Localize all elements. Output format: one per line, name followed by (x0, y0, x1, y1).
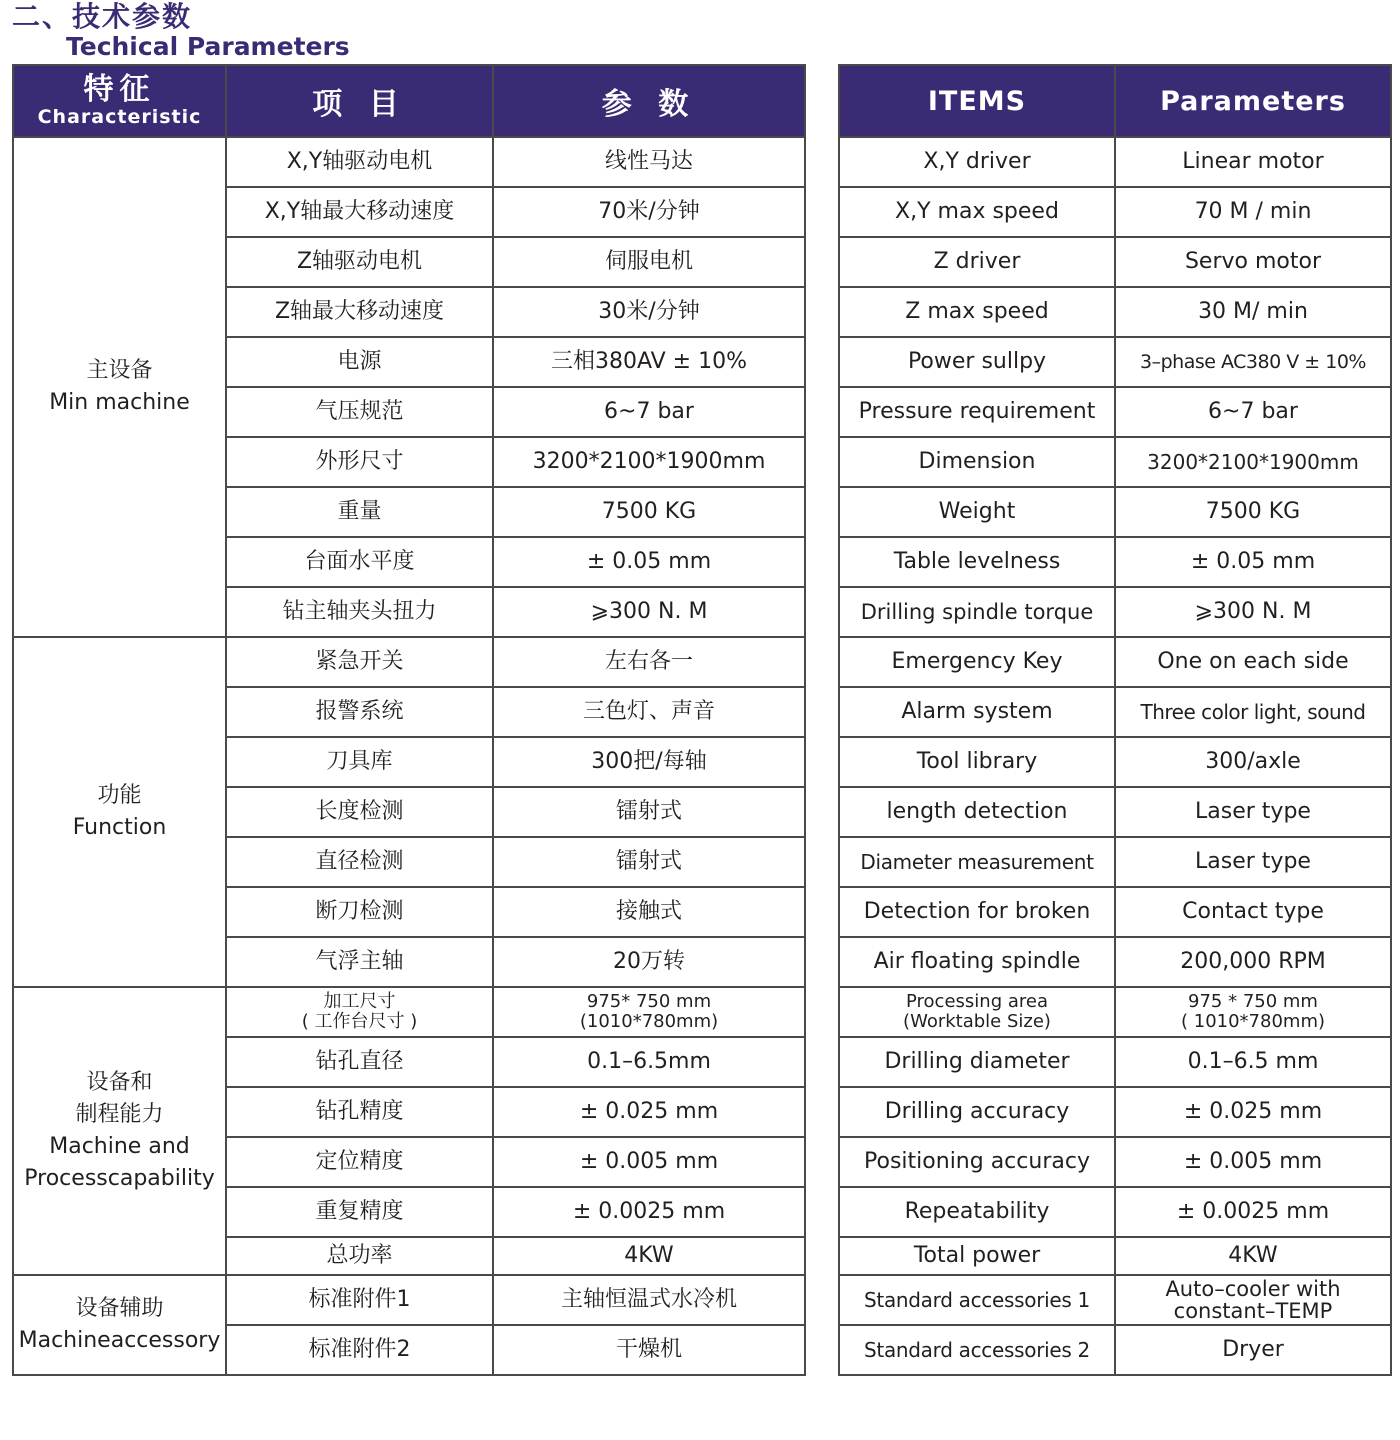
item-cell: Emergency Key (839, 637, 1115, 687)
param-cell: 三相380AV ± 10% (493, 337, 805, 387)
item-cell: Z driver (839, 237, 1115, 287)
param-cell: Laser type (1115, 787, 1391, 837)
item-cell: Alarm system (839, 687, 1115, 737)
heading-en: Techical Parameters (66, 32, 350, 61)
category-cn-1: 设备和 (86, 1070, 153, 1095)
item-cell: 气压规范 (226, 387, 493, 437)
param-cell: 3200*2100*1900mm (493, 437, 805, 487)
category-main-machine (13, 137, 226, 637)
section-heading (12, 0, 350, 60)
param-cell: 左右各一 (493, 637, 805, 687)
item-cell: Repeatability (839, 1187, 1115, 1237)
item-line-2: (Worktable Size) (903, 1011, 1051, 1032)
param-cell: ⩾300 N. M (1115, 587, 1391, 637)
param-line-1: 975* 750 mm (586, 991, 712, 1012)
item-line-1: Processing area (906, 991, 1048, 1012)
param-cell: ± 0.025 mm (1115, 1087, 1391, 1137)
param-cell: ± 0.0025 mm (1115, 1187, 1391, 1237)
item-cell: Z max speed (839, 287, 1115, 337)
item-cell: Drilling accuracy (839, 1087, 1115, 1137)
param-cell: 4KW (493, 1237, 805, 1275)
header-param: 参 数 (493, 65, 805, 137)
param-cell: ± 0.05 mm (493, 537, 805, 587)
param-cell: 30 M/ min (1115, 287, 1391, 337)
header-item: 项 目 (226, 65, 493, 137)
param-cell: 接触式 (493, 887, 805, 937)
item-cell: Weight (839, 487, 1115, 537)
header-parameters: Parameters (1115, 65, 1391, 137)
chinese-parameter-table (12, 64, 806, 1376)
param-line-1: 975 * 750 mm (1188, 991, 1318, 1012)
item-cell: 标准附件2 (226, 1325, 493, 1375)
param-cell: 4KW (1115, 1237, 1391, 1275)
param-cell: ± 0.05 mm (1115, 537, 1391, 587)
param-cell: ± 0.005 mm (493, 1137, 805, 1187)
category-en-1: Machine and (49, 1134, 190, 1159)
param-cell (1115, 987, 1391, 1037)
param-cell: 300把/每轴 (493, 737, 805, 787)
param-cell: 30米/分钟 (493, 287, 805, 337)
param-cell: 线性马达 (493, 137, 805, 187)
item-cell: Standard accessories 2 (839, 1325, 1115, 1375)
item-cell: 钻孔直径 (226, 1037, 493, 1087)
param-line-1: Auto–cooler with (1165, 1277, 1341, 1301)
param-cell: 7500 KG (493, 487, 805, 537)
param-cell: 7500 KG (1115, 487, 1391, 537)
param-cell: ± 0.0025 mm (493, 1187, 805, 1237)
category-cn: 设备辅助 (75, 1296, 164, 1321)
param-cell: Dryer (1115, 1325, 1391, 1375)
item-cell (839, 987, 1115, 1037)
item-cell: 长度检测 (226, 787, 493, 837)
item-cell: 钻主轴夹头扭力 (226, 587, 493, 637)
item-cell: 重量 (226, 487, 493, 537)
category-cn: 主设备 (86, 358, 153, 383)
item-cell: Drilling diameter (839, 1037, 1115, 1087)
item-cell: 紧急开关 (226, 637, 493, 687)
header-characteristic-cn: 特征 (83, 72, 156, 107)
param-cell: 6~7 bar (1115, 387, 1391, 437)
category-cn-2: 制程能力 (75, 1102, 164, 1127)
item-line-2: ( 工作台尺寸 ) (301, 1011, 418, 1032)
param-cell: 200,000 RPM (1115, 937, 1391, 987)
param-cell: 干燥机 (493, 1325, 805, 1375)
item-line-1: 加工尺寸 (323, 991, 396, 1012)
item-cell (226, 987, 493, 1037)
param-cell: 0.1–6.5mm (493, 1037, 805, 1087)
header-items: ITEMS (839, 65, 1115, 137)
param-cell: 300/axle (1115, 737, 1391, 787)
item-cell: Diameter measurement (839, 837, 1115, 887)
item-cell: Table levelness (839, 537, 1115, 587)
item-cell: X,Y max speed (839, 187, 1115, 237)
item-cell: 外形尺寸 (226, 437, 493, 487)
item-cell: X,Y driver (839, 137, 1115, 187)
english-parameter-table (838, 64, 1392, 1376)
param-cell: 三色灯、声音 (493, 687, 805, 737)
item-cell: Detection for broken (839, 887, 1115, 937)
item-cell: 重复精度 (226, 1187, 493, 1237)
category-en: Min machine (49, 390, 190, 415)
item-cell: Air floating spindle (839, 937, 1115, 987)
item-cell: 定位精度 (226, 1137, 493, 1187)
param-cell: 20万转 (493, 937, 805, 987)
category-accessory (13, 1275, 226, 1375)
item-cell: Total power (839, 1237, 1115, 1275)
item-cell: Z轴最大移动速度 (226, 287, 493, 337)
item-cell: Dimension (839, 437, 1115, 487)
param-line-2: (1010*780mm) (579, 1011, 719, 1032)
item-cell: 断刀检测 (226, 887, 493, 937)
param-cell: 70米/分钟 (493, 187, 805, 237)
param-cell: ± 0.025 mm (493, 1087, 805, 1137)
param-line-2: ( 1010*780mm) (1181, 1011, 1325, 1032)
item-cell: 刀具库 (226, 737, 493, 787)
param-line-2: constant–TEMP (1173, 1299, 1333, 1323)
category-en: Function (72, 815, 167, 840)
item-cell: Tool library (839, 737, 1115, 787)
param-cell: ± 0.005 mm (1115, 1137, 1391, 1187)
item-cell: 报警系统 (226, 687, 493, 737)
param-cell (493, 987, 805, 1037)
item-cell: length detection (839, 787, 1115, 837)
param-cell: 伺服电机 (493, 237, 805, 287)
param-cell: 镭射式 (493, 837, 805, 887)
param-cell: 3–phase AC380 V ± 10% (1115, 337, 1391, 387)
item-cell: 标准附件1 (226, 1275, 493, 1325)
header-characteristic-en: Characteristic (37, 106, 202, 128)
item-cell: Drilling spindle torque (839, 587, 1115, 637)
item-cell: X,Y轴驱动电机 (226, 137, 493, 187)
param-cell: 0.1–6.5 mm (1115, 1037, 1391, 1087)
item-cell: Z轴驱动电机 (226, 237, 493, 287)
category-en-2: Processcapability (24, 1166, 215, 1191)
header-characteristic (13, 65, 226, 137)
item-cell: Pressure requirement (839, 387, 1115, 437)
param-cell: 主轴恒温式水冷机 (493, 1275, 805, 1325)
param-cell: 6~7 bar (493, 387, 805, 437)
category-function (13, 637, 226, 987)
param-cell: One on each side (1115, 637, 1391, 687)
item-cell: 钻孔精度 (226, 1087, 493, 1137)
param-cell: Linear motor (1115, 137, 1391, 187)
param-cell: 镭射式 (493, 787, 805, 837)
item-cell: 总功率 (226, 1237, 493, 1275)
category-capability (13, 987, 226, 1275)
param-cell: 3200*2100*1900mm (1115, 437, 1391, 487)
category-cn: 功能 (97, 783, 142, 808)
item-cell: 气浮主轴 (226, 937, 493, 987)
item-cell: 台面水平度 (226, 537, 493, 587)
item-cell: 电源 (226, 337, 493, 387)
param-cell: Three color light, sound (1115, 687, 1391, 737)
param-cell: 70 M / min (1115, 187, 1391, 237)
item-cell: X,Y轴最大移动速度 (226, 187, 493, 237)
param-cell (1115, 1275, 1391, 1325)
category-en: Machineaccessory (18, 1328, 221, 1353)
param-cell: Contact type (1115, 887, 1391, 937)
item-cell: Standard accessories 1 (839, 1275, 1115, 1325)
item-cell: Power sullpy (839, 337, 1115, 387)
item-cell: 直径检测 (226, 837, 493, 887)
param-cell: Servo motor (1115, 237, 1391, 287)
param-cell: ⩾300 N. M (493, 587, 805, 637)
param-cell: Laser type (1115, 837, 1391, 887)
item-cell: Positioning accuracy (839, 1137, 1115, 1187)
heading-cn: 二、技术参数 (12, 0, 193, 33)
